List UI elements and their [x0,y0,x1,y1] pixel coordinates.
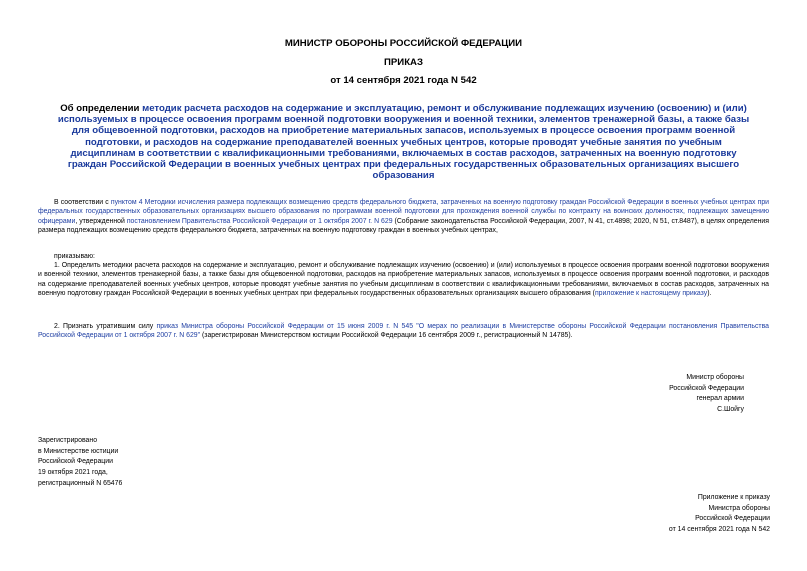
registration-line: регистрационный N 65476 [38,479,123,487]
item2-text-2: (зарегистрирован Министерством юстиции Российской Федерации 16 сентября 2009 г., регистрационный N 14785). [200,332,573,340]
appendix-link[interactable]: приложение к настоящему приказу [594,290,708,298]
registration-line: в Министерстве юстиции [38,447,119,455]
appendix-line: Приложение к приказу [697,494,770,501]
signature-line: Российской Федерации [669,384,744,392]
registration-block [38,436,122,490]
item1-text: 1. Определить методики расчета расходов на содержание и эксплуатацию, ремонт и обслуживание подлежащих изучению (освоению) и (или) используемых в процессе освоения программ военной подготовки вооружения и военной техники, элементов тренажерной базы, а также базы для общевоенной подготовки, расходов на приобретение материальных запасов, используемых в процессе освоения программ военной подготовки, и расходов на содержание преподавателей военных учебных центров, которые проводят учебные занятия по учебным дисциплинам в соответствии с квалификационными требованиями, включаемых в состав расходов, затраченных на военную подготовку граждан Российской Федерации в военных учебных центрах при федеральных государственных образовательных организациях высшего образования ( [38,262,769,298]
appendix-line: от 14 сентября 2021 года N 542 [668,526,770,534]
order-545-link[interactable]: приказ Министра обороны Российской Федерации от 15 июня 2009 г. N 545 "О мерах по реализации в Министерстве обороны Российской Федерации постановления Правительства Российской Федерации от 1 октября 2007 г. N 629" [38,323,769,340]
appendix-header [669,493,770,536]
basis-text-3: (Собрание законодательства Российской Федерации, 2007, N 41, ст.4898; 2020, N 51, ст.8487), в целях определения размера подлежащих возмещению средств федерального бюджета, затраченных на военную подготовку граждан в военных учебных центрах, [38,217,769,235]
document-title [52,103,755,181]
methodology-link[interactable]: пунктом 4 Методики исчисления размера подлежащих возмещению средств федерального бюджета, затраченных на военную подготовку граждан Российской Федерации в военных учебных центрах при федеральных государственных образовательных организациях высшего образования по программам военной подготовки для прохождения военной службы по контракту на воинских должностях, подлежащих замещению офицерами [38,199,770,225]
orders-label [38,252,769,261]
signature-line: генерал армии [696,395,744,403]
appendix-line: Российской Федерации [695,515,770,523]
item2-text-1: 2. Признать утратившим силу [54,323,157,330]
item1-tail: ). [707,290,712,298]
registration-line: 19 октября 2021 года, [38,469,108,477]
paragraph-basis [38,198,769,236]
orders-label-text: приказываю: [54,253,95,260]
order-item-2 [38,322,769,341]
basis-text-1: В соответствии с [54,199,111,206]
issuer-heading: МИНИСТР ОБОРОНЫ РОССИЙСКОЙ ФЕДЕРАЦИИ [284,38,523,49]
resolution-629-link[interactable]: постановлением Правительства Российской Федерации от 1 октября 2007 г. N 629 [126,217,393,225]
appendix-line: Министра обороны [708,504,770,512]
title-prefix: Об определении [60,103,143,114]
title-link[interactable]: методик расчета расходов на содержание и эксплуатацию, ремонт и обслуживание подлежащих изучению (освоению) и (или) используемых в процессе освоения программ военной подготовки вооружения и военной техники, элементов тренажерной базы, а также базы для общевоенной подготовки, расходов на приобретение материальных запасов, используемых в процессе освоения программ военной подготовки, и расходов на содержание преподавателей военных учебных центров, которые проводят учебные занятия по учебным дисциплинам в соответствии с квалификационными требованиями, включаемых в состав расходов, затраченных на военную подготовку граждан Российской Федерации в военных учебных центрах при федеральных государственных образовательных организациях высшего образования [57,103,750,182]
signature-line: Министр обороны [686,374,744,381]
basis-text-2: , утвержденной [75,217,127,225]
document-date-number: от 14 сентября 2021 года N 542 [330,75,477,86]
document-type: ПРИКАЗ [384,57,423,68]
registration-line: Зарегистрировано [38,437,98,444]
order-item-1 [38,261,769,299]
signature-line: С.Шойгу [717,406,744,414]
registration-line: Российской Федерации [38,458,113,466]
signature-block [669,373,744,416]
